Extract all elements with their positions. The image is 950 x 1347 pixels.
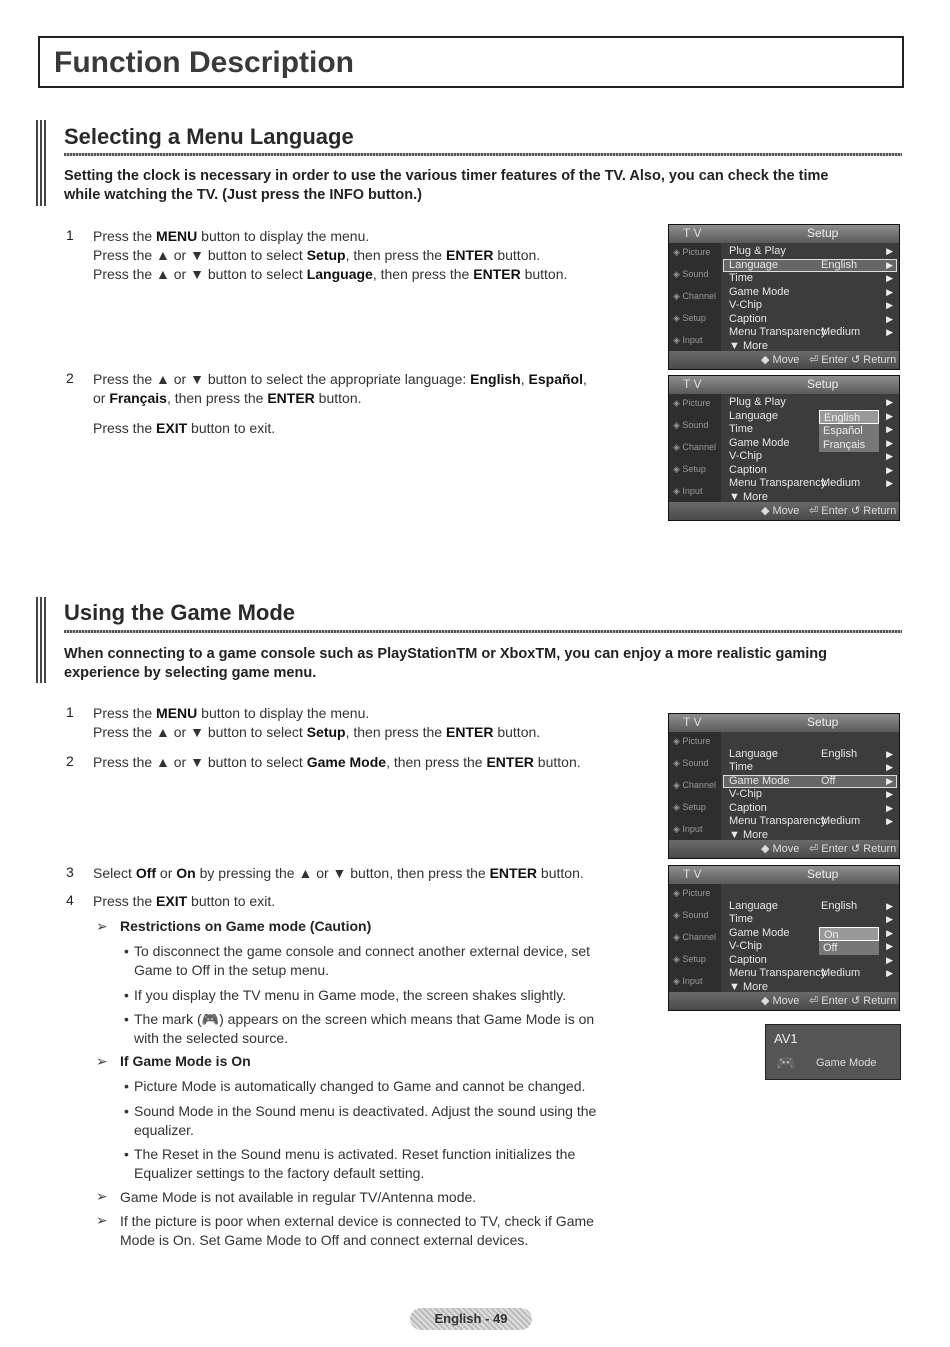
sidebar-icon-channel: ◈ Channel [673,291,716,301]
page-number-badge [410,1308,532,1330]
menu-item: ▼ More [729,339,769,352]
step-text: Press the ▲ or ▼ button to select [93,247,307,263]
menu-arrow-icon: ▶ [886,478,893,488]
bullet-line: Equalizer settings to the factory default setting. [134,1165,425,1181]
menu-item: Time [729,272,754,284]
sidebar-icon-sound: ◈ Sound [673,269,709,279]
bullet-line: The Reset in the Sound menu is activated. Reset function initializes the [134,1146,576,1162]
popup-option: On [819,927,879,941]
menu-popup [819,410,879,452]
intro-line: while watching the TV. (Just press the INFO button.) [64,187,422,203]
menu-item: Game Mode [729,285,790,298]
tv-sidebar [669,884,721,992]
bullet-dot: • [124,1146,129,1162]
menu-item: ▼ More [729,980,769,993]
tv-menu-footer [669,840,899,858]
step-text: Press the [93,705,157,721]
step-keyword: ENTER [267,390,315,406]
footer-hint: ↺ Return [851,505,897,517]
sidebar-icon-input: ◈ Input [673,976,703,986]
menu-arrow-icon: ▶ [886,954,893,965]
step-keyword: Setup [306,247,346,263]
menu-value: English [821,899,858,912]
menu-arrow-icon: ▶ [886,775,893,786]
tv-menu-footer [669,502,899,520]
footer-hint: ↺ Return [851,995,897,1007]
menu-item: Menu Transparency [729,477,827,489]
footer-hint: ⏎ Enter [809,843,848,855]
tv-menu-screen [668,713,900,859]
step-text: by pressing the ▲ or ▼ button, then press the [195,865,490,881]
menu-item: Time [729,761,754,773]
source-label: AV1 [774,1031,798,1046]
tv-menu-header [669,714,899,732]
menu-value: Medium [821,967,861,979]
note-bullet [124,1102,597,1140]
step-keyword: Français [109,390,167,406]
menu-arrow-icon: ▶ [886,286,893,297]
step-line [93,753,581,772]
tv-menu-screen [668,224,900,370]
step-text: , then press the [345,247,446,263]
step-text: button. [493,724,541,740]
step-line [93,265,567,284]
step-line [93,227,369,246]
menu-arrow-icon: ▶ [886,941,893,951]
section-marker [36,597,48,683]
tv-menu-footer [669,351,899,369]
bullet-dot: • [124,1103,129,1119]
step-keyword: MENU [156,705,198,721]
tv-label: T V [683,715,702,729]
menu-item: Caption [729,463,767,476]
sidebar-icon-setup: ◈ Setup [673,313,706,323]
step-number: 2 [66,370,74,386]
menu-item: Time [729,423,754,435]
tv-sidebar [669,732,721,840]
popup-option: Español [823,424,863,437]
step-text: Press the [93,228,157,244]
menu-item: Game Mode [729,774,790,787]
menu-item: Language [729,258,778,271]
menu-arrow-icon: ▶ [886,762,893,772]
section-title-language: Selecting a Menu Language [64,124,354,149]
menu-value: English [821,258,858,271]
note-bullet [124,1145,576,1183]
menu-item: Plug & Play [729,396,786,408]
bullet-line: Game Mode is not available in regular TV/Antenna mode. [120,1189,477,1205]
tv-menu-header [669,376,899,394]
tv-sidebar [669,243,721,351]
step-text: button. [314,390,362,406]
step-number: 4 [66,892,74,908]
step-text: Press the [93,893,157,909]
menu-item: V-Chip [729,940,763,952]
menu-arrow-icon: ▶ [886,246,893,256]
popup-option: Off [823,941,838,954]
step-text: button to display the menu. [197,228,370,244]
bullet-line: To disconnect the game console and connect another external device, set [134,943,591,959]
menu-popup [819,927,879,955]
menu-item: Caption [729,312,767,325]
menu-arrow-icon: ▶ [886,424,893,434]
menu-arrow-icon: ▶ [886,748,893,759]
footer-hint: ⏎ Enter [809,505,848,517]
step-line [93,864,584,883]
note-bullet [124,1010,595,1048]
menu-arrow-icon: ▶ [886,313,893,324]
bullet-line: Picture Mode is automatically changed to Game and cannot be changed. [134,1078,586,1094]
page-header-box [38,36,904,88]
step-text: button to exit. [187,420,276,436]
footer-hint: ⏎ Enter [809,995,848,1007]
step-text: button to display the menu. [197,705,370,721]
page-title: Function Description [54,46,354,79]
step-text: button. [533,754,581,770]
step-line [93,389,362,408]
bullet-line: Sound Mode in the Sound menu is deactivated. Adjust the sound using the [134,1103,597,1119]
menu-item: Game Mode [729,436,790,449]
tv-label: T V [683,377,702,391]
step-text: Press the ▲ or ▼ button to select the appropriate language: [93,371,471,387]
section-intro-language [64,167,904,205]
menu-arrow-icon: ▶ [886,300,893,310]
menu-item: Game Mode [729,926,790,939]
menu-item: V-Chip [729,450,763,462]
menu-item: Language [729,899,778,912]
sidebar-icon-sound: ◈ Sound [673,758,709,768]
footer-hint: ◆ Move [761,843,800,855]
bullet-line: Game to Off in the setup menu. [134,962,330,978]
bullet-line: with the selected source. [134,1030,289,1046]
step-keyword: ENTER [473,266,521,282]
step-text: Press the ▲ or ▼ button to select [93,724,307,740]
step-keyword: ENTER [489,865,538,881]
footer-hint: ⏎ Enter [809,354,848,366]
sidebar-icon-picture: ◈ Picture [673,398,711,408]
menu-item: Language [729,747,778,760]
step-keyword: ENTER [486,754,534,770]
step-keyword: On [176,865,196,881]
bullet-line: The mark (🎮) appears on the screen which means that Game Mode is on [134,1011,595,1027]
step-keyword: English [470,371,521,387]
step-text: button. [493,247,541,263]
menu-value: Medium [821,326,861,338]
sidebar-icon-input: ◈ Input [673,824,703,834]
step-keyword: MENU [156,228,198,244]
menu-arrow-icon: ▶ [886,397,893,407]
step-keyword: Setup [306,724,346,740]
section-intro-game-mode [64,645,904,683]
menu-item: Menu Transparency [729,967,827,979]
tv-menu-header [669,225,899,243]
step-text: Press the [93,420,157,436]
menu-item: Menu Transparency [729,326,827,338]
setup-label: Setup [807,867,839,881]
sidebar-icon-channel: ◈ Channel [673,780,716,790]
note-bullet [124,942,591,980]
menu-value: English [821,747,858,760]
note-bullet [124,1077,586,1096]
sidebar-icon-input: ◈ Input [673,335,703,345]
menu-value: Off [821,774,836,787]
menu-item: ▼ More [729,828,769,841]
step-keyword: EXIT [156,420,188,436]
menu-value: Medium [821,477,861,489]
menu-item: Menu Transparency [729,815,827,827]
menu-arrow-icon: ▶ [886,464,893,475]
sidebar-icon-sound: ◈ Sound [673,420,709,430]
gamepad-icon: 🎮 [776,1055,796,1072]
menu-item: V-Chip [729,299,763,311]
tv-label: T V [683,867,702,881]
step-text: Press the ▲ or ▼ button to select [93,266,307,282]
bullet-dot: • [124,943,129,959]
step-keyword: Language [306,266,373,282]
bullet-line: If the picture is poor when external device is connected to TV, check if Game [120,1213,594,1229]
bullet-line: equalizer. [134,1122,194,1138]
menu-arrow-icon: ▶ [886,327,893,337]
intro-line: When connecting to a game console such as PlayStationTM or XboxTM, you can enjoy a more realistic gaming [64,646,828,662]
step-text: Select [93,865,136,881]
page-number: English - 49 [434,1311,508,1326]
tv-menu-screen [668,375,900,521]
footer-hint: ↺ Return [851,843,897,855]
menu-arrow-icon: ▶ [886,273,893,283]
bullet-dot: • [124,987,129,1003]
note-heading-game-mode-on: If Game Mode is On [120,1053,251,1069]
menu-arrow-icon: ▶ [886,816,893,826]
setup-label: Setup [807,226,839,240]
note-extra [120,1212,594,1250]
sidebar-icon-setup: ◈ Setup [673,464,706,474]
sidebar-icon-setup: ◈ Setup [673,802,706,812]
menu-arrow-icon: ▶ [886,410,893,421]
tv-menu-screen [668,865,900,1011]
game-mode-label: Game Mode [816,1057,877,1069]
step-line [93,246,540,265]
bullet-dot: • [124,1078,129,1094]
menu-arrow-icon: ▶ [886,927,893,938]
tv-menu-footer [669,992,899,1010]
step-number: 1 [66,704,74,720]
footer-hint: ◆ Move [761,995,800,1007]
step-text: , then press the [345,724,446,740]
tv-menu-header [669,866,899,884]
menu-arrow-icon: ▶ [886,900,893,911]
bullet-line: Mode is On. Set Game Mode to Off and connect external devices. [120,1232,529,1248]
menu-item: Time [729,913,754,925]
sidebar-icon-setup: ◈ Setup [673,954,706,964]
note-arrow-icon: ➢ [96,918,108,934]
menu-arrow-icon: ▶ [886,437,893,448]
step-keyword: Off [135,865,157,881]
step-keyword: Español [528,371,583,387]
step-number: 2 [66,753,74,769]
game-mode-osd [765,1024,901,1080]
menu-value: Medium [821,815,861,827]
sidebar-icon-channel: ◈ Channel [673,932,716,942]
step-line [93,704,369,723]
menu-item: Caption [729,801,767,814]
menu-arrow-icon: ▶ [886,259,893,270]
section-marker [36,120,48,206]
step-line [93,892,275,911]
step-text: or [156,865,177,881]
step-line [93,419,275,438]
step-keyword: Game Mode [306,754,387,770]
step-keyword: ENTER [446,724,494,740]
sidebar-icon-picture: ◈ Picture [673,888,711,898]
step-text: or [93,390,110,406]
step-keyword: EXIT [156,893,188,909]
menu-arrow-icon: ▶ [886,789,893,799]
step-number: 1 [66,227,74,243]
menu-arrow-icon: ▶ [886,968,893,978]
step-line [93,723,540,742]
note-extra [120,1188,476,1207]
note-arrow-icon: ➢ [96,1188,108,1204]
popup-option: English [819,410,879,424]
menu-item: Caption [729,953,767,966]
section-rule [64,630,902,633]
bullet-dot: • [124,1011,129,1027]
intro-line: Setting the clock is necessary in order to use the various timer features of the TV. Also, you can check the time [64,168,829,184]
setup-label: Setup [807,377,839,391]
step-line [93,370,587,389]
bullet-line: If you display the TV menu in Game mode, the screen shakes slightly. [134,987,567,1003]
step-text: Press the ▲ or ▼ button to select [93,754,307,770]
note-heading-restrictions: Restrictions on Game mode (Caution) [120,918,372,934]
sidebar-icon-channel: ◈ Channel [673,442,716,452]
step-number: 3 [66,864,74,880]
menu-item: Language [729,409,778,422]
intro-line: experience by selecting game menu. [64,665,317,681]
menu-item: Plug & Play [729,245,786,257]
popup-option: Français [823,438,866,451]
tv-sidebar [669,394,721,502]
section-title-game-mode: Using the Game Mode [64,600,296,625]
tv-label: T V [683,226,702,240]
step-text: , [520,371,529,387]
menu-arrow-icon: ▶ [886,802,893,813]
footer-hint: ◆ Move [761,354,800,366]
menu-item: ▼ More [729,490,769,503]
step-text: button. [537,865,584,881]
section-rule [64,153,902,156]
note-arrow-icon: ➢ [96,1053,108,1069]
setup-label: Setup [807,715,839,729]
step-keyword: ENTER [446,247,494,263]
step-text: , [582,371,587,387]
step-text: button. [520,266,568,282]
step-text: button to exit. [187,893,276,909]
note-bullet [124,986,567,1005]
step-text: , then press the [372,266,474,282]
sidebar-icon-input: ◈ Input [673,486,703,496]
menu-arrow-icon: ▶ [886,914,893,924]
step-text: , then press the [386,754,487,770]
sidebar-icon-picture: ◈ Picture [673,736,711,746]
menu-item: V-Chip [729,788,763,800]
footer-hint: ↺ Return [851,354,897,366]
sidebar-icon-sound: ◈ Sound [673,910,709,920]
footer-hint: ◆ Move [761,505,800,517]
sidebar-icon-picture: ◈ Picture [673,247,711,257]
note-arrow-icon: ➢ [96,1212,108,1228]
step-text: , then press the [166,390,268,406]
menu-arrow-icon: ▶ [886,451,893,461]
